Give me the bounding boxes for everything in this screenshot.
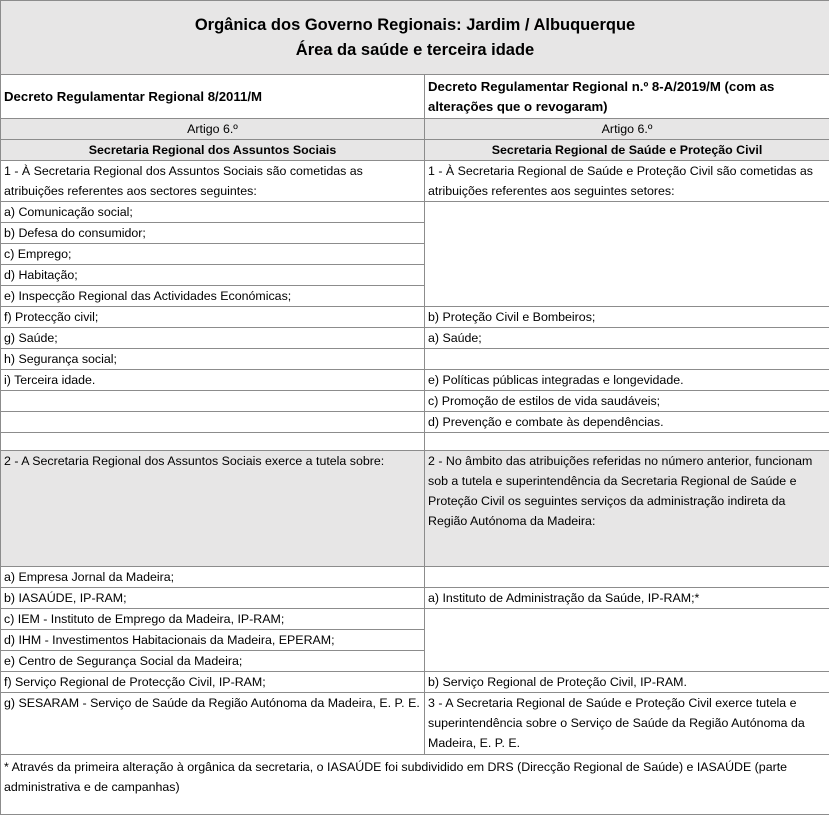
right-secretariat[interactable]: Secretaria Regional de Saúde e Proteção Civil: [425, 140, 829, 161]
title-line-1: Orgânica dos Governo Regionais: Jardim / Albuquerque: [1, 13, 829, 38]
right-sector-b[interactable]: b) Proteção Civil e Bombeiros;: [425, 307, 829, 328]
left-entity-b[interactable]: b) IASAÚDE, IP-RAM;: [1, 588, 425, 609]
table-title[interactable]: [1, 1, 829, 75]
left-article[interactable]: Artigo 6.º: [1, 119, 425, 140]
right-sector-c[interactable]: c) Promoção de estilos de vida saudáveis;: [425, 391, 829, 412]
left-entity-f[interactable]: f) Serviço Regional de Protecção Civil, IP-RAM;: [1, 672, 425, 693]
right-empty-cell[interactable]: [425, 349, 829, 370]
left-sector-b[interactable]: b) Defesa do consumidor;: [1, 223, 425, 244]
left-entity-c[interactable]: c) IEM - Instituto de Emprego da Madeira, IP-RAM;: [1, 609, 425, 630]
left-sector-h[interactable]: h) Segurança social;: [1, 349, 425, 370]
left-sector-g[interactable]: g) Saúde;: [1, 328, 425, 349]
right-sector-d[interactable]: d) Prevenção e combate às dependências.: [425, 412, 829, 433]
right-entity-b[interactable]: b) Serviço Regional de Proteção Civil, IP-RAM.: [425, 672, 829, 693]
left-secretariat[interactable]: Secretaria Regional dos Assuntos Sociais: [1, 140, 425, 161]
left-entity-d[interactable]: d) IHM - Investimentos Habitacionais da Madeira, EPERAM;: [1, 630, 425, 651]
right-decree[interactable]: Decreto Regulamentar Regional n.º 8-A/2019/M (com as alterações que o revogaram): [425, 75, 829, 119]
right-entity-a[interactable]: a) Instituto de Administração da Saúde, IP-RAM;*: [425, 588, 829, 609]
left-sector-c[interactable]: c) Emprego;: [1, 244, 425, 265]
left-sector-a[interactable]: a) Comunicação social;: [1, 202, 425, 223]
left-spacer-cell[interactable]: [1, 433, 425, 451]
right-empty-cell[interactable]: [425, 567, 829, 588]
left-sector-i[interactable]: i) Terceira idade.: [1, 370, 425, 391]
right-empty-cell[interactable]: [425, 609, 829, 672]
right-empty-cell[interactable]: [425, 202, 829, 307]
left-intro-2[interactable]: 2 - A Secretaria Regional dos Assuntos Sociais exerce a tutela sobre:: [1, 451, 425, 567]
right-intro-1[interactable]: 1 - À Secretaria Regional de Saúde e Proteção Civil são cometidas as atribuições referentes aos seguintes setores:: [425, 161, 829, 202]
left-sector-d[interactable]: d) Habitação;: [1, 265, 425, 286]
right-article[interactable]: Artigo 6.º: [425, 119, 829, 140]
right-intro-2[interactable]: 2 - No âmbito das atribuições referidas no número anterior, funcionam sob a tutela e superintendência da Secretaria Regional de Saúde e Proteção Civil os seguintes serviços da administração indireta da Região Autónoma da Madeira:: [425, 451, 829, 567]
right-sector-a[interactable]: a) Saúde;: [425, 328, 829, 349]
left-sector-e[interactable]: e) Inspecção Regional das Actividades Económicas;: [1, 286, 425, 307]
left-empty-cell[interactable]: [1, 412, 425, 433]
left-intro-1[interactable]: 1 - À Secretaria Regional dos Assuntos Sociais são cometidas as atribuições referentes aos sectores seguintes:: [1, 161, 425, 202]
left-entity-e[interactable]: e) Centro de Segurança Social da Madeira;: [1, 651, 425, 672]
left-empty-cell[interactable]: [1, 391, 425, 412]
title-line-2: Área da saúde e terceira idade: [1, 38, 829, 63]
right-spacer-cell[interactable]: [425, 433, 829, 451]
left-entity-g[interactable]: g) SESARAM - Serviço de Saúde da Região Autónoma da Madeira, E. P. E.: [1, 693, 425, 755]
footnote[interactable]: * Através da primeira alteração à orgânica da secretaria, o IASAÚDE foi subdividido em DRS (Direcção Regional de Saúde) e IASAÚDE (parte administrativa e de campanhas): [1, 755, 829, 815]
left-decree[interactable]: Decreto Regulamentar Regional 8/2011/M: [1, 75, 425, 119]
right-item-3[interactable]: 3 - A Secretaria Regional de Saúde e Proteção Civil exerce tutela e superintendência sobre o Serviço de Saúde da Região Autónoma da Madeira, E. P. E.: [425, 693, 829, 755]
left-entity-a[interactable]: a) Empresa Jornal da Madeira;: [1, 567, 425, 588]
right-sector-e[interactable]: e) Políticas públicas integradas e longevidade.: [425, 370, 829, 391]
left-sector-f[interactable]: f) Protecção civil;: [1, 307, 425, 328]
